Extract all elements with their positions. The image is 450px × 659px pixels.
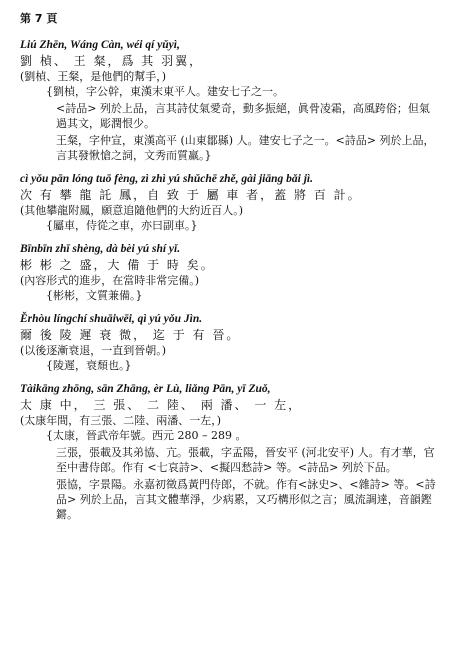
annotation-block xyxy=(20,218,450,233)
annotation-paragraph: 張協，字景陽。永嘉初徵爲黃門侍郎，不就。作有<詠史>、<雜詩> 等。<詩品> 列於上品，言其文體華淨，少病累，又巧構形似之言；風流調達，音韻鏗鏘。 xyxy=(56,478,436,521)
translation-line: (內容形式的進步，在當時非常完備。) xyxy=(20,274,200,287)
entry-taikang xyxy=(20,382,450,522)
translation-line: (劉楨、王粲，是他們的幫手，) xyxy=(20,70,167,83)
annotation-paragraph: {劉楨，字公幹，東漢末東平人。建安七子之一。 xyxy=(46,85,284,98)
pinyin-line: Tàikāng zhōng, sān Zhāng, èr Lù, liǎng Pān, yī Zuǒ, xyxy=(20,383,271,395)
annotation-block xyxy=(20,84,450,163)
annotation-block xyxy=(20,358,450,373)
annotation-paragraph: {彬彬，文質兼備。} xyxy=(46,289,143,302)
chinese-text-line: 劉 楨、 王 粲，爲 其 羽翼， xyxy=(20,54,204,68)
translation-line: (太康年間，有三張、二陸、兩潘、一左，) xyxy=(20,414,222,427)
pinyin-line: Liú Zhēn, Wáng Càn, wéi qí yǔyì, xyxy=(20,39,180,51)
chinese-text-line: 太 康 中， 三 張、 二 陸、 兩 潘、 一 左， xyxy=(20,398,303,412)
page-number: 第 7 頁 xyxy=(20,12,58,25)
pinyin-line: Ěrhòu língchí shuāiwēi, qì yú yǒu Jìn. xyxy=(20,313,203,325)
chinese-text-line: 彬 彬 之 盛，大 備 于 時 矣。 xyxy=(20,258,215,272)
translation-line: (其他攀龍附鳳，願意追隨他們的大約近百人。) xyxy=(20,204,244,217)
annotation-paragraph: 王粲，字仲宣，東漢高平 (山東鄒縣) 人。建安七子之一。<詩品> 列於上品，言其發愀愴之詞，文秀而質羸。} xyxy=(56,134,435,162)
annotation-paragraph: 三張，張載及其弟協、亢。張載，字孟陽，晉安平 (河北安平) 人。有才華，官至中書侍郎。作有 <七哀詩>、<擬四愁詩> 等。<詩品> 列於下品。 xyxy=(56,446,435,474)
pinyin-line: cì yǒu pān lóng tuō fèng, zì zhì yú shǔchē zhě, gài jiāng bǎi jì. xyxy=(20,173,313,185)
entry-liu-zhen xyxy=(20,38,450,163)
annotation-paragraph: {陵遲，衰頹也。} xyxy=(46,359,132,372)
entry-erhou xyxy=(20,312,450,373)
entry-binbin xyxy=(20,242,450,303)
annotation-block xyxy=(20,288,450,303)
annotation-paragraph: <詩品> 列於上品，言其詩仗氣愛奇，動多振絕，眞骨凌霜，高風跨俗；但氣過其文，彫潤恨少。 xyxy=(56,102,430,130)
annotation-paragraph: {屬車，侍從之車，亦曰副車。} xyxy=(46,219,198,232)
pinyin-line: Bīnbīn zhī shèng, dà bèi yú shí yǐ. xyxy=(20,243,181,255)
annotation-paragraph: {太康，晉武帝年號。西元 280 – 289 。 xyxy=(46,429,247,442)
chinese-text-line: 次 有 攀 龍 託 鳳，自 致 于 屬 車 者，蓋 將 百 計。 xyxy=(20,188,362,202)
translation-line: (以後逐漸衰退，一直到晉朝。) xyxy=(20,344,167,357)
chinese-text-line: 爾 後 陵 遲 衰 微， 迄 于 有 晉。 xyxy=(20,328,241,342)
annotation-block xyxy=(20,428,450,522)
entry-pan-long xyxy=(20,172,450,233)
